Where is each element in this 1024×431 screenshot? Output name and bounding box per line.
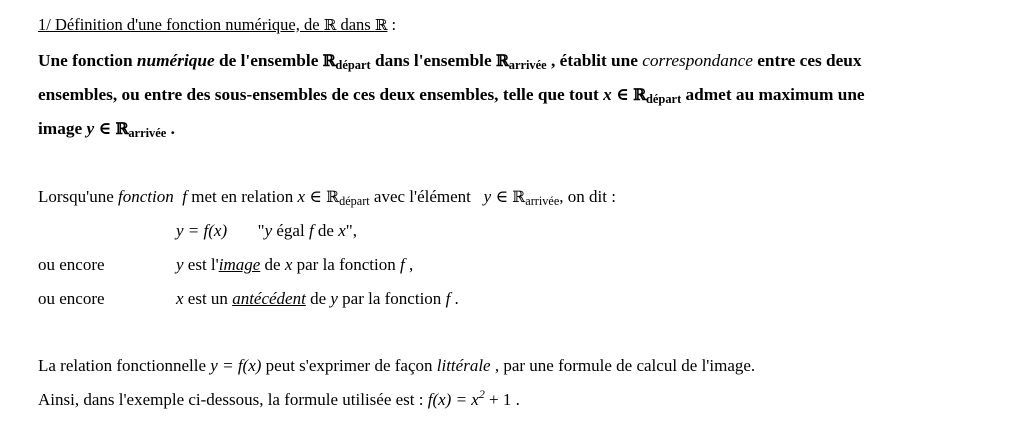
expression-line-2: Ainsi, dans l'exemple ci-dessous, la formule utilisée est : $f(x) = x^2 + 1$ .: [38, 387, 520, 409]
definition-line-2: ensembles, ou entre des sous-ensembles de ces deux ensembles, telle que tout x ∈ ℝ$_{départ}$ admet au maximum une: [38, 85, 865, 106]
relation-equation: y = f(x) "y égal f de x",: [176, 221, 357, 240]
section-heading: 1/ Définition d'une fonction numérique, de ℝ dans ℝ :: [38, 15, 397, 34]
relation-line-1: Lorsqu'une fonction f met en relation x ∈ ℝ$_{départ}$ avec l'élément y ∈ ℝ$_{arrivée}$, on dit :: [38, 187, 616, 208]
definition-line-3: image y ∈ ℝ$_{arrivée}$ .: [38, 119, 175, 140]
formula: $f(x) = x^2$: [427, 387, 485, 409]
image-term: image: [218, 255, 261, 274]
relation-image-line: y est l'image de x par la fonction f ,: [176, 255, 414, 274]
ou-encore-label-1: ou encore: [38, 255, 105, 274]
ou-encore-label-2: ou encore: [38, 289, 105, 308]
relation-antecedent-line: x est un antécédent de y par la fonction f .: [176, 289, 459, 308]
antecedent-term: antécédent: [232, 289, 306, 308]
expression-line-1: La relation fonctionnelle y = f(x) peut s'exprimer de façon littérale , par une formule de calcul de l'image.: [38, 356, 756, 375]
definition-line-1: Une fonction numérique de l'ensemble ℝ$_{départ}$ dans l'ensemble ℝ$_{arrivée}$ , établit une correspondance entre ces deux: [38, 51, 862, 72]
